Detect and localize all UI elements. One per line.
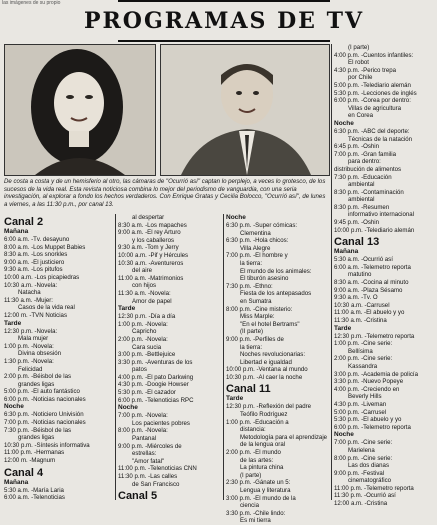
column-divider bbox=[223, 214, 224, 500]
program-detail: "Amor fatal" bbox=[132, 457, 165, 465]
program-listing: 10:00 a.m. -Los picapiedras bbox=[4, 273, 80, 281]
program-detail: Casos de la vida real bbox=[18, 304, 75, 312]
program-listing: 9:00 p.m. -Miércoles de bbox=[118, 442, 182, 450]
program-detail: Miss Marple: bbox=[240, 313, 275, 321]
program-listing: 8:00 p.m. -Cine misterio: bbox=[226, 305, 293, 313]
schedule-column-1 bbox=[4, 214, 112, 502]
program-listing: 2:30 p.m. -Gánate un 5: bbox=[226, 479, 291, 487]
section-heading: Noche bbox=[334, 119, 354, 127]
program-listing: 3:00 p.m. -El mundo de la bbox=[226, 494, 296, 502]
program-detail: Marielena bbox=[348, 446, 375, 454]
program-listing: 5:00 p.m. -Carrusel bbox=[334, 408, 387, 416]
program-detail: Las dos dianas bbox=[348, 462, 389, 470]
program-listing: 9:30 a.m. -Tv. O bbox=[334, 294, 378, 302]
program-detail: Clementina bbox=[240, 229, 271, 237]
photo-woman-host bbox=[4, 44, 156, 176]
program-listing: 11:00 p.m. -Hermanas bbox=[4, 449, 65, 457]
program-listing: 11:00 p.m. -Telenoticias CNN bbox=[118, 465, 197, 473]
program-detail: Libertad e igualdad bbox=[240, 358, 292, 366]
program-listing: 2:00 p.m. -Béisbol de las bbox=[4, 373, 72, 381]
program-listing: 7:00 p.m. -Noticias nacionales bbox=[4, 419, 86, 427]
program-listing: 6:00 a.m. -Telenoticias bbox=[4, 494, 65, 502]
program-listing: 10:30 a.m. -Carrusel bbox=[334, 301, 390, 309]
program-listing: 8:30 p.m. -Resumen bbox=[334, 203, 390, 211]
program-detail: Los pacientes pobres bbox=[132, 419, 190, 427]
program-detail: (I parte) bbox=[240, 471, 262, 479]
program-listing: 6:00 p.m. -Corea por dentro: bbox=[334, 97, 411, 105]
program-listing: 3:30 p.m. -Chile lindo: bbox=[226, 509, 286, 517]
program-detail: El mundo de los animales: bbox=[240, 267, 312, 275]
program-detail: Villas de agricultura bbox=[348, 104, 402, 112]
program-listing: 12:30 p.m. -Día a día bbox=[118, 313, 176, 321]
program-listing: 7:00 p.m. -Novela: bbox=[118, 412, 168, 420]
program-detail: El robot bbox=[348, 59, 370, 67]
man-portrait-illustration bbox=[161, 45, 329, 175]
program-listing: 8:30 a.m. -Los mapaches bbox=[118, 221, 187, 229]
program-detail: Pantanal bbox=[132, 435, 157, 443]
program-detail: en Corea bbox=[348, 112, 374, 120]
program-detail: de la lengua oral bbox=[240, 441, 286, 449]
section-heading: Tarde bbox=[334, 324, 352, 332]
program-listing: 10:30 a.m. -Aventureros bbox=[118, 259, 184, 267]
program-listing: 7:00 p.m. -Cine serie: bbox=[334, 439, 393, 447]
program-detail: ambiental bbox=[348, 196, 375, 204]
program-listing: 4:00 p.m. -El pato Darkwing bbox=[118, 373, 194, 381]
program-listing: 1:00 p.m. -Novela: bbox=[118, 320, 168, 328]
program-listing: 12:00 a.m. -Cristina bbox=[334, 500, 388, 508]
program-detail: Natacha bbox=[18, 289, 41, 297]
channel-heading: Canal 11 bbox=[226, 383, 271, 396]
program-detail: de San Francisco bbox=[132, 480, 180, 488]
section-heading: Noche bbox=[226, 214, 246, 221]
schedule-column-4 bbox=[334, 44, 436, 508]
section-heading: Noche bbox=[334, 431, 354, 439]
program-listing: 6:00 a.m. -Tv. desayuno bbox=[4, 236, 70, 243]
program-detail: Fiesta de los antepasados bbox=[240, 290, 312, 298]
program-detail: ciencia bbox=[240, 502, 259, 510]
program-listing: 5:30 p.m. -El cazador bbox=[118, 389, 176, 397]
masthead bbox=[83, 0, 365, 42]
program-listing: 5:00 p.m. -Telediario alemán bbox=[334, 81, 411, 89]
program-listing: 11:00 a.m. -El abuelo y yo bbox=[334, 309, 405, 317]
program-listing: 12:30 p.m. -Novela: bbox=[4, 327, 58, 335]
program-listing: 4:30 p.m. -Perico trepa bbox=[334, 66, 396, 74]
program-listing: 8:30 a.m. -Los snorkles bbox=[4, 251, 68, 259]
program-listing: 10:00 p.m. -Telediario alemán bbox=[334, 226, 415, 234]
channel-heading: Canal 2 bbox=[4, 216, 44, 228]
program-listing: 1:00 p.m. -Cine serie: bbox=[334, 340, 393, 348]
program-listing: 6:45 p.m. -Oshin bbox=[334, 143, 380, 151]
program-listing: 6:00 p.m. -Noticias nacionales bbox=[4, 395, 86, 403]
program-detail: Lengua y literatura bbox=[240, 487, 291, 494]
program-detail: Divina obsesión bbox=[18, 350, 62, 358]
program-detail: con hijos bbox=[132, 282, 157, 290]
program-detail: matutino bbox=[348, 271, 372, 279]
program-detail: en Sumatra bbox=[240, 297, 272, 305]
program-detail: Bellísima bbox=[348, 347, 373, 355]
program-detail: informativo internacional bbox=[348, 211, 415, 219]
program-detail: y los caballeros bbox=[132, 236, 174, 244]
program-listing: 3:00 p.m. -Bettlejuice bbox=[118, 351, 176, 359]
channel-heading: Canal 4 bbox=[4, 466, 44, 479]
program-listing: 8:00 a.m. -Los Muppet Babies bbox=[4, 243, 86, 251]
program-listing: 7:00 p.m. -El hombre y bbox=[226, 252, 288, 260]
program-detail: Mala mujer bbox=[18, 335, 49, 343]
page-title: PROGRAMAS DE TV bbox=[83, 8, 365, 34]
section-heading: Tarde bbox=[226, 395, 244, 403]
program-listing: 11:30 a.m. -Cristina bbox=[334, 317, 387, 324]
program-detail: (II parte) bbox=[240, 328, 264, 336]
program-detail: Es mi tierra bbox=[240, 517, 271, 525]
section-heading: Noche bbox=[118, 404, 138, 412]
program-detail: Metodología para el aprendizaje bbox=[240, 433, 328, 441]
program-listing: 7:30 p.m. -Béisbol de las bbox=[4, 426, 72, 434]
program-listing: 12:30 p.m. -Telemetro reporta bbox=[334, 332, 415, 340]
program-detail: Beverly Hills bbox=[348, 393, 382, 401]
photo-caption: De costa a costa y de un hemisferio al otro, las cámaras de "Ocurrió así" captan lo perplejo, a veces lo grotesco, de los sucesos de la vida real. Esta revista noticiosa combina lo mejor del periodismo de vanguardia, con una seria investigación, al explorar a fondo los hechos verdaderos. Con Enrique Gratas y Cecilia Bolocco, "Ocurrió así", de lunes a viernes, a las 11:30 p.m., por canal 13. bbox=[4, 178, 326, 208]
program-listing: 10:00 a.m. -Pif y Hércules bbox=[118, 251, 189, 259]
program-listing: 9:00 p.m. -Festival bbox=[334, 469, 385, 477]
program-listing: 10:30 p.m. -Al caer la noche bbox=[226, 373, 303, 381]
program-listing: 11:30 p.m. -Ocurrió así bbox=[334, 492, 396, 500]
program-detail: patos bbox=[132, 366, 147, 374]
program-detail: ambiental bbox=[348, 181, 375, 189]
program-listing: 6:30 p.m. -Hola chicos: bbox=[226, 237, 289, 245]
program-listing: 12:30 p.m. -Reflexión del padre bbox=[226, 403, 312, 411]
program-detail: Kassandra bbox=[348, 362, 378, 370]
program-listing: 12:00 m. -Magnum bbox=[4, 457, 56, 465]
program-detail: grandes ligas bbox=[18, 380, 55, 388]
program-listing: 6:00 p.m. -Telemetro reporta bbox=[334, 423, 411, 431]
program-listing: 9:00 a.m. -El rey Arturo bbox=[118, 229, 181, 237]
program-listing: 1:00 p.m. -Educación a bbox=[226, 418, 289, 426]
program-listing: 5:30 a.m. -María Laria bbox=[4, 486, 64, 494]
program-listing: 2:00 p.m. -El mundo bbox=[226, 449, 281, 457]
program-detail: grandes ligas bbox=[18, 434, 55, 442]
section-heading: Mañana bbox=[4, 228, 29, 235]
program-listing: 4:00 p.m. -Cuentos infantiles: bbox=[334, 51, 414, 59]
clipped-top-text: las imágenes de su propio bbox=[2, 0, 61, 6]
program-listing: 5:30 p.m. -Lecciones de inglés bbox=[334, 89, 417, 97]
program-listing: 7:30 p.m. -Ethno: bbox=[226, 282, 273, 290]
program-listing: 8:30 p.m. -Contaminación bbox=[334, 188, 404, 196]
program-detail: estrellas: bbox=[132, 450, 157, 458]
program-detail: de las artes: bbox=[240, 456, 274, 464]
program-listing: 4:30 p.m. -Doogie Howser bbox=[118, 381, 189, 389]
program-listing: 2:00 p.m. -Cine serie: bbox=[334, 355, 393, 363]
program-detail: la tierra: bbox=[240, 343, 263, 351]
program-listing: 5:00 p.m. -El auto fantástico bbox=[4, 388, 80, 396]
program-detail: Noches revolucionarias: bbox=[240, 351, 306, 359]
channel-heading: Canal 5 bbox=[118, 490, 158, 503]
program-detail: por Chile bbox=[348, 74, 373, 82]
program-listing: 7:00 p.m. -Gran familia bbox=[334, 150, 396, 158]
program-listing: 9:00 a.m. -El justiciero bbox=[4, 258, 65, 266]
program-detail: al despertar bbox=[132, 214, 165, 221]
woman-portrait-illustration bbox=[5, 45, 155, 175]
program-listing: 9:30 a.m. -Los pitufos bbox=[4, 266, 63, 274]
section-heading: Noche bbox=[4, 403, 24, 411]
program-listing: 11:00 p.m. -Telemetro reporta bbox=[334, 484, 414, 492]
program-detail: La pintura china bbox=[240, 464, 284, 472]
program-detail: Técnicas de la natación bbox=[348, 135, 413, 143]
program-listing: 2:00 p.m. -Novela: bbox=[118, 335, 168, 343]
program-detail: cinematográfico bbox=[348, 477, 392, 485]
program-detail: del aire bbox=[132, 267, 152, 275]
program-listing: 8:00 p.m. -Cine serie: bbox=[334, 454, 393, 462]
program-listing: 7:30 p.m. -Educación bbox=[334, 173, 392, 181]
column-divider bbox=[115, 214, 116, 500]
section-heading: Tarde bbox=[118, 305, 136, 313]
program-listing: 3:00 p.m. -Academia de policía bbox=[334, 370, 419, 378]
program-listing: 1:00 p.m. -Novela: bbox=[4, 342, 54, 350]
program-listing: 11:30 a.m. -Novela: bbox=[118, 289, 171, 297]
schedule-column-3 bbox=[226, 214, 330, 525]
section-heading: Tarde bbox=[4, 319, 22, 327]
section-heading: Mañana bbox=[4, 478, 29, 486]
program-listing: 3:30 p.m. -Aventuras de los bbox=[118, 358, 193, 366]
program-detail: Cara sucia bbox=[132, 343, 162, 351]
program-listing: distribución de alimentos bbox=[334, 165, 402, 173]
schedule-column-2 bbox=[118, 214, 222, 502]
program-listing: 8:00 p.m. -Novela: bbox=[118, 427, 168, 435]
program-detail: (I parte) bbox=[348, 44, 370, 51]
program-listing: 12:00 m. -TVN Noticias bbox=[4, 311, 67, 319]
program-detail: la tierra: bbox=[240, 259, 263, 267]
program-listing: 6:00 a.m. -Telemetro reporta bbox=[334, 263, 411, 271]
section-heading: Mañana bbox=[334, 248, 359, 256]
program-listing: 11:30 a.m. -Mujer: bbox=[4, 296, 53, 304]
program-listing: 6:30 p.m. -Super cómicas: bbox=[226, 222, 298, 229]
program-listing: 3:30 p.m. -Nuevo Popeye bbox=[334, 378, 404, 386]
photo-man-host bbox=[160, 44, 330, 176]
program-detail: distancia: bbox=[240, 426, 266, 434]
program-detail: Teófilo Rodríguez bbox=[240, 411, 288, 419]
program-listing: 1:30 p.m. -Novela: bbox=[4, 357, 54, 365]
program-listing: 10:30 p.m. -Síntesis informativa bbox=[4, 441, 90, 449]
program-listing: 5:30 p.m. -El abuelo y yo bbox=[334, 416, 402, 424]
program-listing: 6:30 p.m. -Noticiero Univisión bbox=[4, 411, 84, 419]
program-listing: 6:00 p.m. -Telenoticias RPC bbox=[118, 396, 194, 404]
channel-heading: Canal 13 bbox=[334, 236, 380, 249]
program-listing: 9:30 a.m. -Tom y Jerry bbox=[118, 244, 179, 252]
program-detail: Felicidad bbox=[18, 365, 43, 373]
program-listing: 4:00 p.m. -Creciendo en bbox=[334, 385, 400, 393]
program-detail: Villa Alegre bbox=[240, 244, 271, 252]
column-divider bbox=[331, 44, 332, 500]
program-listing: 5:30 a.m. -Ocurrió así bbox=[334, 256, 393, 264]
program-listing: 6:30 p.m. -ABC del deporte: bbox=[334, 127, 410, 135]
program-listing: 8:30 a.m. -Cocina al minuto bbox=[334, 279, 409, 287]
program-listing: 9:00 p.m. -Perfiles de bbox=[226, 335, 284, 343]
program-listing: 9:00 a.m. -Plaza Sésamo bbox=[334, 286, 403, 294]
program-detail: Amor de papel bbox=[132, 297, 172, 305]
program-detail: "En el hotel Bertrams" bbox=[240, 320, 300, 328]
program-listing: 11:00 a.m. -Matrimonios bbox=[118, 274, 184, 282]
program-listing: 9:45 p.m. -Oshin bbox=[334, 219, 380, 227]
program-detail: para dentro: bbox=[348, 158, 381, 166]
program-detail: El tiburón asesino bbox=[240, 275, 289, 283]
program-listing: 4:30 p.m. -Liveman bbox=[334, 400, 387, 408]
program-listing: 10:30 a.m. -Novela: bbox=[4, 281, 58, 289]
program-listing: 11:30 p.m. -Las calles bbox=[118, 473, 178, 480]
program-listing: 10:00 p.m. -Ventana al mundo bbox=[226, 366, 308, 374]
program-detail: Capricho bbox=[132, 328, 157, 336]
